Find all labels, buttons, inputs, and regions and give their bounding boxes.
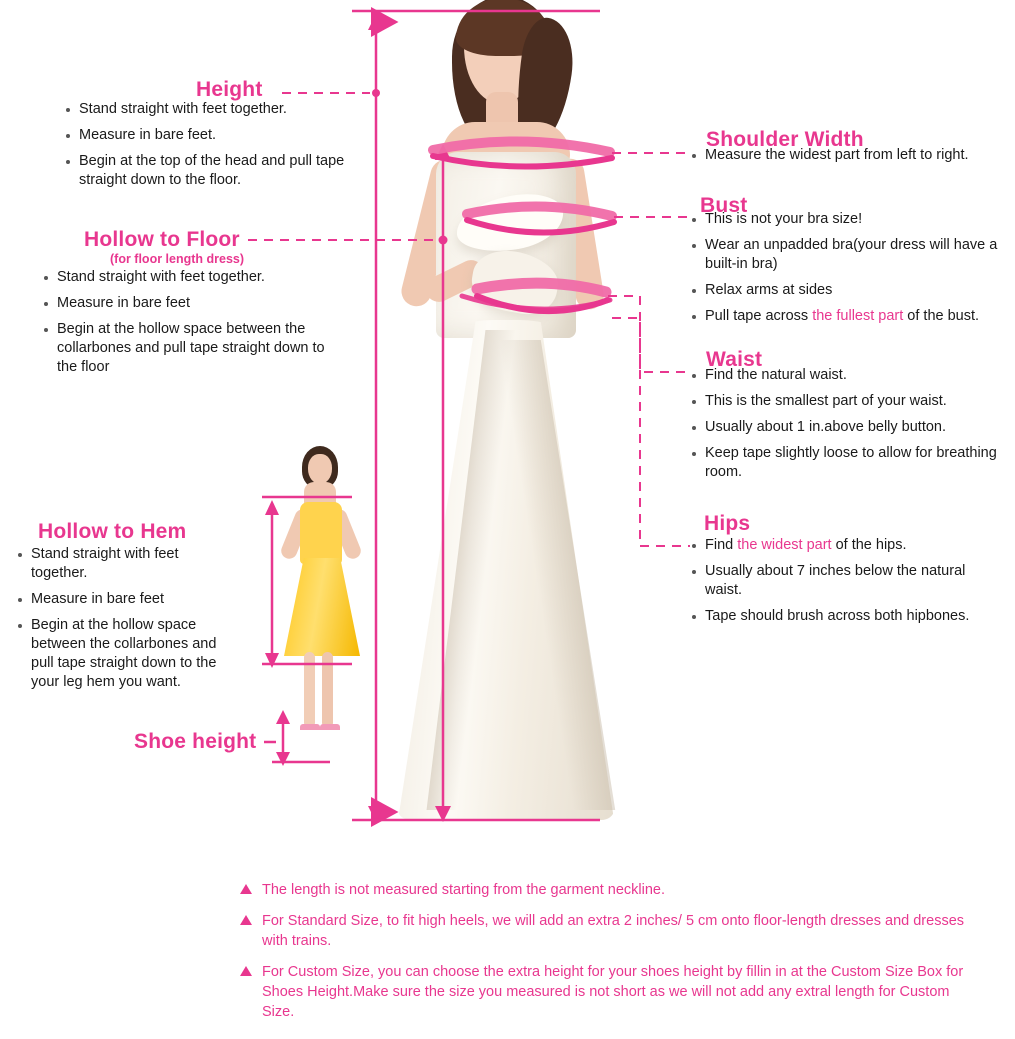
bust-bullet: This is not your bra size! (690, 210, 1010, 229)
hips-label: Hips (704, 512, 751, 535)
waist-bullet: Keep tape slightly loose to allow for breathing room. (690, 444, 1000, 482)
height-bullets (64, 100, 364, 197)
short-dress-model-illustration (262, 440, 382, 730)
warning-triangle-icon (240, 915, 252, 925)
footer-note-text: For Standard Size, to fit high heels, we will add an extra 2 inches/ 5 cm onto floor-length dresses and dresses with trains. (262, 913, 965, 949)
hips-bullet: Usually about 7 inches below the natural waist. (690, 562, 1000, 600)
bust-bullet: Relax arms at sides (690, 281, 1010, 300)
hollow-to-hem-bullet: Begin at the hollow space between the collarbones and pull tape straight down to the your leg hem you want. (16, 616, 231, 692)
hollow-to-hem-label: Hollow to Hem (38, 520, 187, 543)
footer-notes (238, 880, 978, 1033)
waist-bullet: Usually about 1 in.above belly button. (690, 418, 1000, 437)
hollow-to-floor-bullet: Measure in bare feet (42, 294, 342, 313)
hollow-to-hem-bullet: Measure in bare feet (16, 590, 231, 609)
bust-bullets (690, 210, 1010, 333)
hollow-to-floor-label: Hollow to Floor (84, 228, 240, 251)
hollow-to-floor-sublabel: (for floor length dress) (110, 252, 245, 266)
shoulder-width-bullets (690, 146, 1010, 172)
bust-highlight: the fullest part (812, 308, 904, 324)
warning-triangle-icon (240, 966, 252, 976)
waist-bullet: Find the natural waist. (690, 366, 1000, 385)
waist-bullet: This is the smallest part of your waist. (690, 392, 1000, 411)
warning-triangle-icon (240, 884, 252, 894)
bust-label: Bust (700, 194, 748, 217)
hollow-to-hem-bullet: Stand straight with feet together. (16, 545, 231, 583)
hips-bullets (690, 536, 1000, 633)
bust-post: of the bust. (903, 308, 980, 324)
hips-bullet: Tape should brush across both hipbones. (690, 607, 1000, 626)
height-bullet: Begin at the top of the head and pull tape straight down to the floor. (64, 152, 364, 190)
hips-pre: Find (705, 537, 738, 553)
waist-bullets (690, 366, 1000, 489)
bust-bullet: Wear an unpadded bra(your dress will have a built-in bra) (690, 236, 1010, 274)
footer-note-text: For Custom Size, you can choose the extra height for your shoes height by fillin in at the Custom Size Box for Shoes Height.Make sure the size you measured is not short as we will not add any extral length for Custom Size. (262, 964, 964, 1020)
hollow-to-floor-bullets (42, 268, 342, 384)
hips-post: of the hips. (831, 537, 907, 553)
hollow-to-floor-bullet: Begin at the hollow space between the collarbones and pull tape straight down to the floor (42, 320, 342, 377)
hollow-to-hem-bullets (16, 545, 231, 699)
shoulder-width-label: Shoulder Width (706, 128, 864, 151)
shoulder-width-bullet: Measure the widest part from left to right. (690, 146, 1010, 165)
height-bullet: Stand straight with feet together. (64, 100, 364, 119)
height-label: Height (196, 78, 263, 101)
bust-bullet-highlight (690, 307, 1010, 326)
height-bullet: Measure in bare feet. (64, 126, 364, 145)
hips-highlight: the widest part (737, 537, 832, 553)
footer-note (238, 962, 978, 1022)
bride-illustration (360, 0, 660, 830)
footer-note-text: The length is not measured starting from the garment neckline. (262, 882, 665, 898)
footer-note (238, 880, 978, 900)
waist-label: Waist (706, 348, 763, 371)
footer-note (238, 911, 978, 951)
hips-bullet-highlight (690, 536, 1000, 555)
hollow-to-floor-bullet: Stand straight with feet together. (42, 268, 342, 287)
shoe-height-label: Shoe height (134, 730, 257, 753)
bust-pre: Pull tape across (705, 308, 813, 324)
